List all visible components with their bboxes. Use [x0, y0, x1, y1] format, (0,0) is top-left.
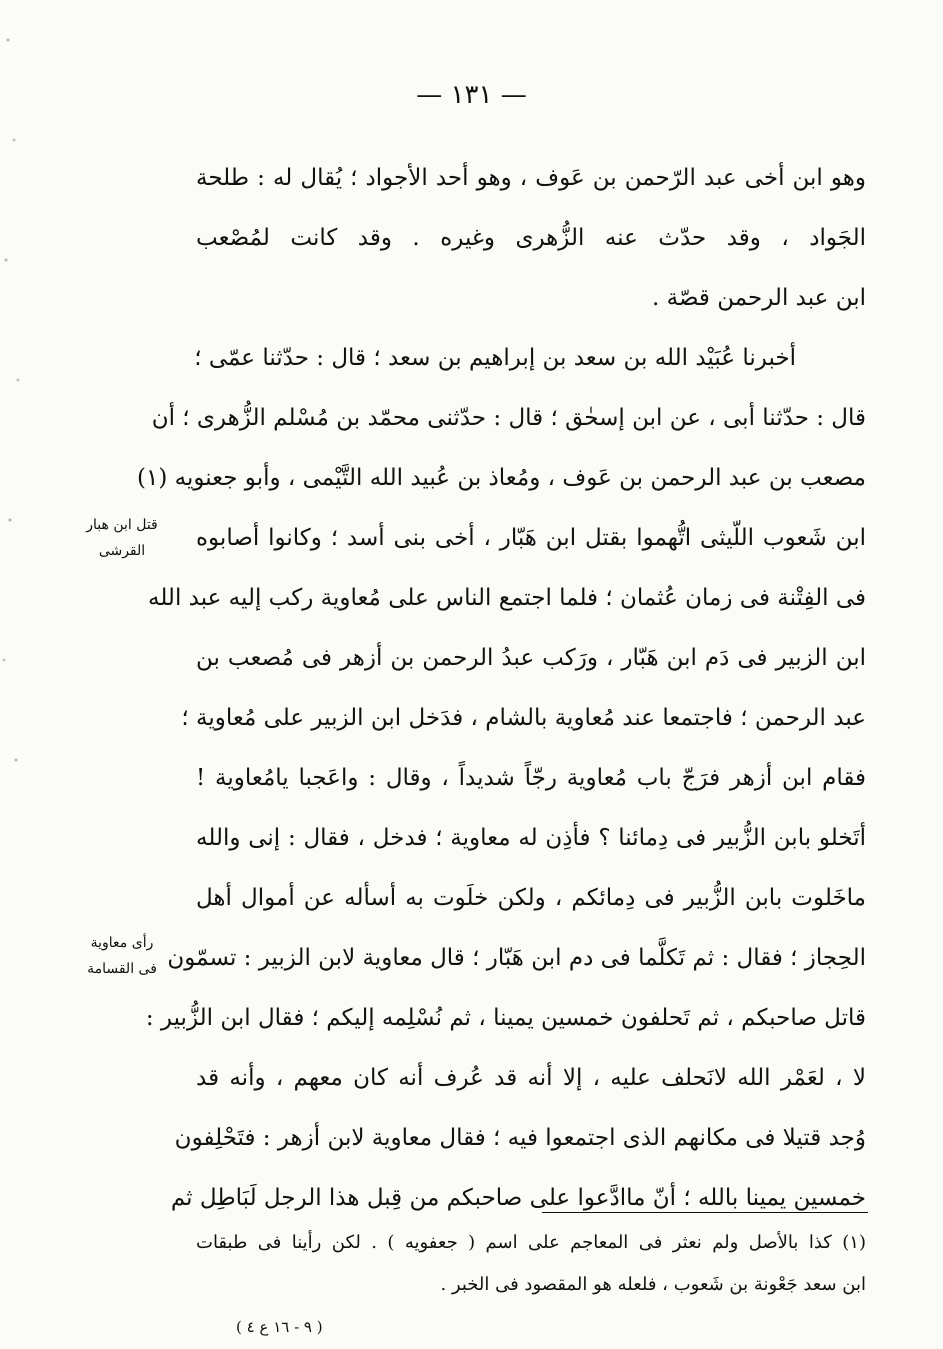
footnotes: [196, 1222, 866, 1306]
footnote-line: ابن سعد جَعْونة بن شَعوب ، فلعله هو المقصود فى الخبر .: [440, 1274, 866, 1295]
text-line: مصعب بن عبد الرحمن بن عَوف ، ومُعاذ بن عُبيد الله التَّيْمى ، وأبو جعنويه (١): [137, 465, 866, 491]
main-text: [137, 148, 866, 1228]
text-line: قال : حدّثنا أبى ، عن ابن إسحٰق ؛ قال : حدّثنى محمّد بن مُسْلم الزُّهرى ؛ أن: [151, 405, 866, 431]
text-line: عبد الرحمن ؛ فاجتمعا عند مُعاوية بالشام ، فدَخل ابن الزبير على مُعاوية ؛: [181, 705, 866, 731]
margin-note-line: فى القسامة: [87, 961, 157, 977]
text-line: الجَواد ، وقد حدّث عنه الزُّهرى وغيره . وقد كانت لمُصْعب: [196, 225, 866, 251]
text-line: فقام ابن أزهر فرَجّ باب مُعاوية رجّاً شديداً ، وقال : واعَجبا يامُعاوية !: [196, 765, 866, 791]
printer-signature: ( ٩ - ١٦ ع ٤ ): [236, 1318, 323, 1336]
margin-note-line: قتل ابن هبار: [86, 517, 158, 533]
text-line: خمسين يمينا بالله ؛ أنّ ماادَّعوا على صاحبكم من قِبل هذا الرجل لَبَاطِل ثم: [170, 1185, 866, 1211]
footnote-separator: [542, 1212, 868, 1213]
text-line: فى الفِتْنة فى زمان عُثمان ؛ فلما اجتمع الناس على مُعاوية ركب إليه عبد الله: [147, 585, 866, 611]
footnote-line: (١) كذا بالأصل ولم نعثر فى المعاجم على اسم ( جعفويه ) . لكن رأينا فى طبقات: [196, 1232, 866, 1253]
text-line: ماخَلوت بابن الزُّبير فى دِمائكم ، ولكن خلَوت به أسأله عن أموال أهل: [196, 885, 866, 911]
text-line: الحِجاز ؛ فقال : ثم تَكلَّما فى دم ابن هَبّار ؛ قال معاوية لابن الزبير : تسمّون: [167, 945, 866, 971]
text-line: ابن الزبير فى دَم ابن هَبّار ، ورَكب عبدُ الرحمن بن أزهر فى مُصعب بن: [196, 645, 866, 671]
page-edge-speckle: [0, 0, 28, 820]
margin-note-line: رأى معاوية: [90, 935, 154, 951]
text-line: قاتل صاحبكم ، ثم تَحلفون خمسين يمينا ، ثم نُسْلِمه إليكم ؛ فقال ابن الزُّبير :: [145, 1005, 866, 1031]
text-line: أتَخلو بابن الزُّبير فى دِمائنا ؟ فأذِن له معاوية ؛ فدخل ، فقال : إنى والله: [196, 825, 866, 851]
margin-note-killing-of-ibn-habbar: [72, 512, 172, 564]
page-number: — ١٣١ —: [416, 80, 527, 110]
text-line: ابن عبد الرحمن قصّة .: [652, 285, 866, 311]
text-line: وهو ابن أخى عبد الرّحمن بن عَوف ، وهو أحد الأجواد ؛ يُقال له : طلحة: [196, 165, 866, 191]
text-line: ابن شَعوب اللّيثى اتُّهموا بقتل ابن هَبّار ، أخى بنى أسد ؛ وكانوا أصابوه: [196, 525, 866, 551]
margin-note-line: القرشى: [98, 543, 146, 559]
margin-note-muawiya-qasama: [72, 930, 172, 982]
text-line: وُجد قتيلا فى مكانهم الذى اجتمعوا فيه ؛ فقال معاوية لابن أزهر : فتَحْلِفون: [174, 1125, 866, 1151]
text-line: لا ، لعَمْر الله لانَحلف عليه ، إلا أنه قد عُرف أنه كان معهم ، وأنه قد: [196, 1065, 866, 1091]
text-line: أخبرنا عُبَيْد الله بن سعد بن إبراهيم بن سعد ؛ قال : حدّثنا عمّى ؛: [194, 345, 796, 371]
